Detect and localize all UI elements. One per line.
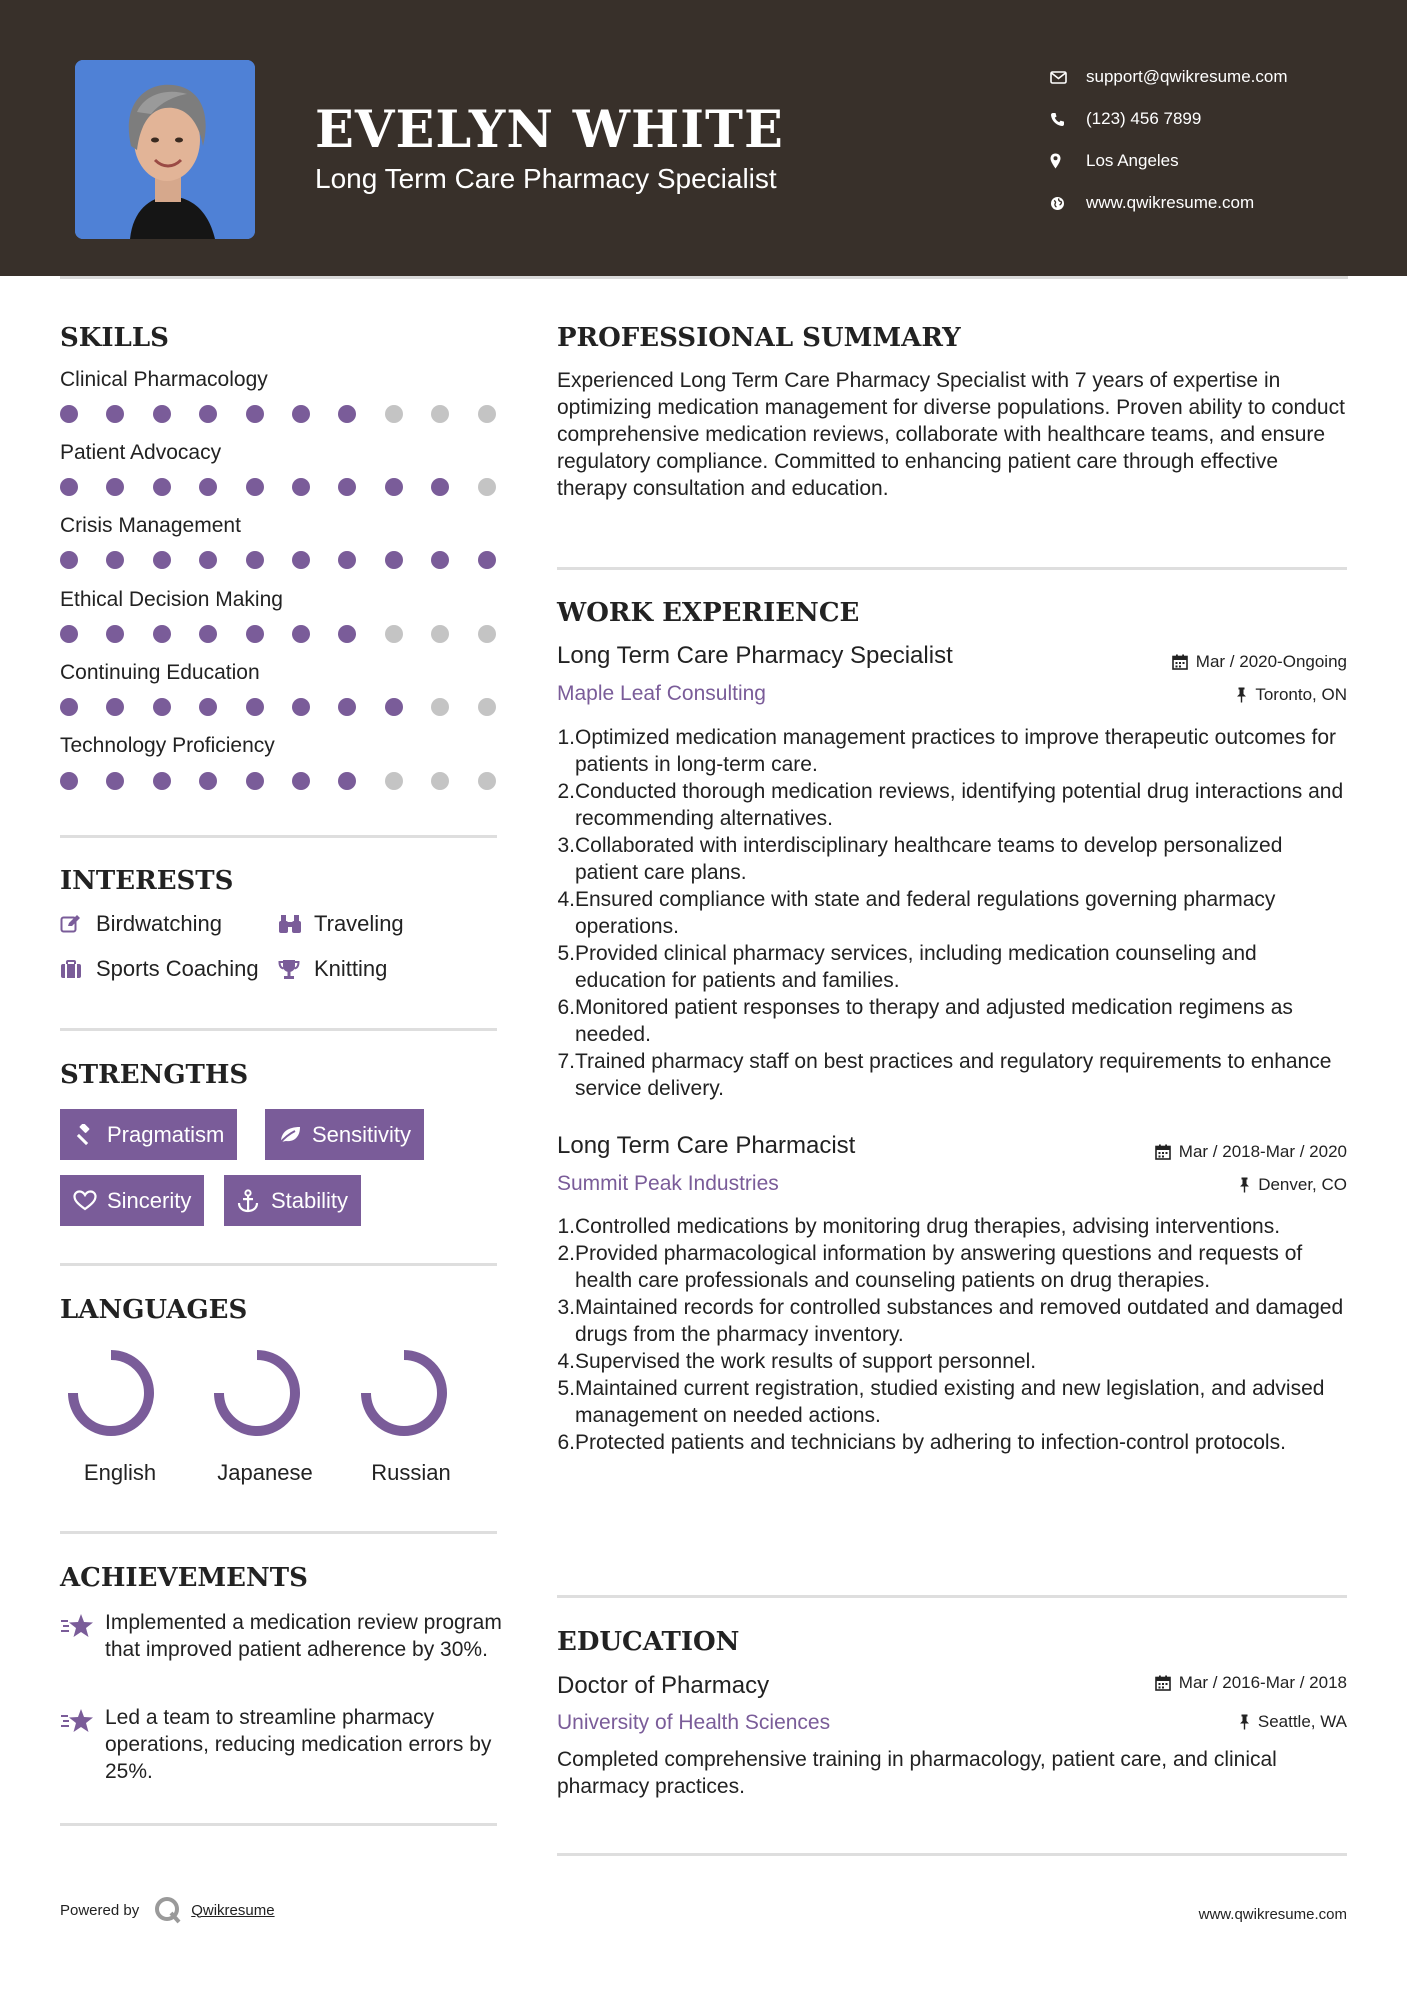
candidate-role: Long Term Care Pharmacy Specialist xyxy=(315,163,777,194)
profile-photo xyxy=(75,60,255,239)
skill-dot-filled xyxy=(106,625,124,643)
star-icon xyxy=(60,1708,94,1739)
interest-label: Traveling xyxy=(314,911,404,936)
job-title: Long Term Care Pharmacy Specialist xyxy=(557,642,953,669)
interest-label: Birdwatching xyxy=(96,911,222,936)
skill-dot-filled xyxy=(60,698,78,716)
job-location xyxy=(1239,1175,1347,1195)
education-location-text: Seattle, WA xyxy=(1257,1712,1347,1731)
skill-name: Clinical Pharmacology xyxy=(60,368,268,391)
language-gauge-arc xyxy=(366,1355,442,1431)
skill-dot-filled xyxy=(199,478,217,496)
skill-dot-filled xyxy=(246,551,264,569)
contact-website[interactable] xyxy=(1050,182,1288,224)
achievements-title: ACHIEVEMENTS xyxy=(60,1563,308,1593)
job-bullet: 5. Provided clinical pharmacy services, including medication counseling and education for patients and families. xyxy=(557,942,1257,992)
resume-header xyxy=(0,0,1407,276)
skill-dot-filled xyxy=(292,405,310,423)
skill-dot-filled xyxy=(385,698,403,716)
languages-title: LANGUAGES xyxy=(60,1295,248,1325)
skill-dot-empty xyxy=(385,405,403,423)
contact-phone[interactable] xyxy=(1050,98,1288,140)
skill-dot-filled xyxy=(153,698,171,716)
footer-powered-by xyxy=(60,1895,275,1925)
skill-dot-filled xyxy=(292,551,310,569)
skill-dot-filled xyxy=(153,551,171,569)
anchor-icon xyxy=(237,1189,271,1213)
skill-name: Continuing Education xyxy=(60,661,260,684)
skill-name: Crisis Management xyxy=(60,514,241,537)
school-name: University of Health Sciences xyxy=(557,1711,831,1734)
skill-dot-filled xyxy=(106,772,124,790)
skill-dot-filled xyxy=(385,478,403,496)
summary-text: Experienced Long Term Care Pharmacy Specialist with 7 years of expertise in optimizing medication management for diverse populations. Proven ability to conduct comprehensive medication reviews, collaborate with healthcare teams, and ensure regulatory compliance. Committed to enhancing patient care through effective therapy consultation and education. xyxy=(557,369,1345,500)
strength-tag xyxy=(265,1109,424,1160)
achievement-item xyxy=(60,1609,500,1693)
achievement-text: Implemented a medication review program that improved patient adherence by 30%. xyxy=(105,1611,502,1661)
skill-dot-empty xyxy=(478,772,496,790)
header-divider xyxy=(60,276,1348,279)
job-bullet: 5. Maintained current registration, studied existing and new legislation, and advised management on needed actions. xyxy=(557,1377,1325,1427)
skill-dot-filled xyxy=(60,772,78,790)
language-name: English xyxy=(83,1460,157,1485)
globe-icon xyxy=(1050,196,1086,211)
job-bullet: 6. Monitored patient responses to therapy and adjusted medication regimens as needed. xyxy=(557,996,1293,1046)
skill-dot-filled xyxy=(246,772,264,790)
skill-dot-empty xyxy=(478,698,496,716)
interest-label: Sports Coaching xyxy=(96,956,259,981)
interests-title: INTERESTS xyxy=(60,866,234,896)
education-dates xyxy=(1155,1673,1347,1693)
skill-dot-filled xyxy=(153,772,171,790)
skill-dot-filled xyxy=(292,772,310,790)
language-gauge xyxy=(66,1348,156,1438)
calendar-icon xyxy=(1172,654,1188,670)
section-divider xyxy=(60,1263,497,1266)
strength-label: Sincerity xyxy=(107,1187,192,1213)
skill-dot-empty xyxy=(385,625,403,643)
skill-dot-filled xyxy=(60,478,78,496)
suitcase-icon xyxy=(60,960,96,979)
education-description: Completed comprehensive training in pharmacology, patient care, and clinical pharmacy practices. xyxy=(557,1748,1277,1798)
contact-phone-text: (123) 456 7899 xyxy=(1086,109,1202,128)
skill-dot-empty xyxy=(431,625,449,643)
footer-url[interactable]: www.qwikresume.com xyxy=(1198,1906,1347,1923)
section-divider xyxy=(60,1823,497,1826)
skill-dot-filled xyxy=(246,698,264,716)
interest-item xyxy=(60,956,259,982)
degree-title: Doctor of Pharmacy xyxy=(557,1672,770,1699)
section-divider xyxy=(60,1531,497,1534)
qwikresume-logo-icon xyxy=(153,1895,183,1925)
phone-icon xyxy=(1050,112,1086,127)
skill-dot-filled xyxy=(106,698,124,716)
pushpin-icon xyxy=(1239,1177,1250,1193)
strength-tag xyxy=(224,1175,361,1226)
job-bullet: 4. Ensured compliance with state and federal regulations governing pharmacy operations. xyxy=(557,888,1276,938)
candidate-name: EVELYN WHITE xyxy=(315,100,784,160)
qwikresume-link[interactable]: Qwikresume xyxy=(191,1901,275,1919)
strength-tag xyxy=(60,1109,237,1160)
achievement-text: Led a team to streamline pharmacy operations, reducing medication errors by 25%. xyxy=(105,1706,492,1783)
section-divider xyxy=(557,1595,1347,1598)
interest-item xyxy=(60,911,222,937)
job-location-text: Denver, CO xyxy=(1258,1175,1347,1194)
skill-dot-filled xyxy=(246,625,264,643)
skill-dot-empty xyxy=(431,772,449,790)
experience-title: WORK EXPERIENCE xyxy=(557,598,860,628)
skill-dot-filled xyxy=(431,478,449,496)
edit-icon xyxy=(60,914,96,934)
skill-dot-filled xyxy=(338,625,356,643)
contact-location xyxy=(1050,140,1288,182)
leaf-icon xyxy=(278,1125,312,1145)
language-gauge-arc xyxy=(73,1355,149,1431)
skill-dot-empty xyxy=(478,405,496,423)
skill-dot-empty xyxy=(385,772,403,790)
education-location xyxy=(1239,1712,1347,1732)
trophy-icon xyxy=(278,959,314,980)
education-title: EDUCATION xyxy=(557,1627,740,1657)
skill-dot-filled xyxy=(199,625,217,643)
skill-dot-filled xyxy=(478,551,496,569)
contact-email-text: support@qwikresume.com xyxy=(1086,67,1288,86)
language-gauge xyxy=(359,1348,449,1438)
skill-rating xyxy=(60,698,500,718)
job-dates xyxy=(1172,652,1347,672)
strength-label: Stability xyxy=(271,1187,349,1213)
job-dates xyxy=(1155,1142,1347,1162)
skill-name: Technology Proficiency xyxy=(60,734,275,757)
job-bullet: 3. Collaborated with interdisciplinary healthcare teams to develop personalized patient care plans. xyxy=(557,834,1283,884)
pushpin-icon xyxy=(1239,1714,1250,1730)
skill-dot-filled xyxy=(153,405,171,423)
interest-item xyxy=(278,911,404,937)
job-location xyxy=(1236,685,1347,705)
job-bullet: 1. Optimized medication management practices to improve therapeutic outcomes for patients in long-term care. xyxy=(557,726,1337,776)
skill-dot-filled xyxy=(199,698,217,716)
envelope-icon xyxy=(1050,71,1086,84)
job-bullet: 6. Protected patients and technicians by adhering to infection-control protocols. xyxy=(557,1431,1286,1454)
contact-website-text: www.qwikresume.com xyxy=(1086,193,1255,212)
skill-dot-filled xyxy=(153,478,171,496)
skill-dot-filled xyxy=(338,478,356,496)
skill-dot-filled xyxy=(292,478,310,496)
skill-rating xyxy=(60,478,500,498)
skill-dot-filled xyxy=(60,551,78,569)
skill-dot-filled xyxy=(338,772,356,790)
strength-tag xyxy=(60,1175,204,1226)
job-bullet: 2. Conducted thorough medication reviews, identifying potential drug interactions and recommending alternatives. xyxy=(557,780,1344,830)
skill-dot-filled xyxy=(60,405,78,423)
skill-dot-filled xyxy=(338,698,356,716)
job-bullet: 4. Supervised the work results of support personnel. xyxy=(557,1350,1037,1373)
skill-dot-empty xyxy=(431,405,449,423)
pushpin-icon xyxy=(1236,687,1247,703)
skill-dot-filled xyxy=(385,551,403,569)
company-name: Summit Peak Industries xyxy=(557,1172,779,1195)
skill-dot-empty xyxy=(478,478,496,496)
star-icon xyxy=(60,1613,94,1644)
skill-rating xyxy=(60,772,500,792)
skill-dot-filled xyxy=(199,551,217,569)
job-title: Long Term Care Pharmacist xyxy=(557,1132,856,1159)
skill-dot-filled xyxy=(60,625,78,643)
section-divider xyxy=(60,835,497,838)
strength-label: Pragmatism xyxy=(107,1121,225,1147)
heart-icon xyxy=(73,1190,107,1211)
language-name: Japanese xyxy=(217,1460,313,1485)
skill-dot-filled xyxy=(153,625,171,643)
skill-dot-filled xyxy=(431,551,449,569)
interest-item xyxy=(278,956,387,982)
skill-dot-filled xyxy=(106,551,124,569)
skill-rating xyxy=(60,405,500,425)
section-divider xyxy=(557,567,1347,570)
powered-by-text: Powered by xyxy=(60,1901,140,1919)
job-bullet: 1. Controlled medications by monitoring drug therapies, advising interventions. xyxy=(557,1215,1281,1238)
map-pin-icon xyxy=(1050,153,1086,169)
contact-email[interactable] xyxy=(1050,56,1288,98)
skill-dot-filled xyxy=(199,772,217,790)
section-divider xyxy=(60,1028,497,1031)
strength-label: Sensitivity xyxy=(312,1121,412,1147)
skill-dot-filled xyxy=(106,405,124,423)
strengths-title: STRENGTHS xyxy=(60,1060,249,1090)
language-name: Russian xyxy=(371,1460,451,1485)
job-bullet: 7. Trained pharmacy staff on best practices and regulatory requirements to enhance service delivery. xyxy=(557,1050,1332,1100)
company-name: Maple Leaf Consulting xyxy=(557,682,766,705)
binoculars-icon xyxy=(278,914,314,934)
contact-location-text: Los Angeles xyxy=(1086,151,1179,170)
language-gauge xyxy=(212,1348,302,1438)
skill-dot-filled xyxy=(338,551,356,569)
skill-rating xyxy=(60,551,500,571)
job-bullets xyxy=(557,1213,1347,1456)
skill-dot-filled xyxy=(246,478,264,496)
job-location-text: Toronto, ON xyxy=(1255,685,1347,704)
job-bullet: 3. Maintained records for controlled substances and removed outdated and damaged drugs from the pharmacy inventory. xyxy=(557,1296,1344,1346)
language-gauge-arc xyxy=(219,1355,295,1431)
section-divider xyxy=(557,1853,1347,1856)
gavel-icon xyxy=(73,1124,107,1146)
skill-dot-filled xyxy=(338,405,356,423)
skill-name: Ethical Decision Making xyxy=(60,588,283,611)
achievement-item xyxy=(60,1704,500,1788)
skill-dot-filled xyxy=(199,405,217,423)
skill-dot-filled xyxy=(246,405,264,423)
skill-dot-empty xyxy=(478,625,496,643)
contact-list xyxy=(1050,56,1288,224)
skill-dot-empty xyxy=(431,698,449,716)
skill-name: Patient Advocacy xyxy=(60,441,222,464)
job-bullet: 2. Provided pharmacological information by answering questions and requests of health care professionals and counseling patients on drug therapies. xyxy=(557,1242,1303,1292)
skills-title: SKILLS xyxy=(60,323,169,353)
calendar-icon xyxy=(1155,1675,1171,1691)
summary-title: PROFESSIONAL SUMMARY xyxy=(557,323,961,353)
job-dates-text: Mar / 2018-Mar / 2020 xyxy=(1178,1142,1347,1161)
job-bullets xyxy=(557,724,1347,1102)
job-dates-text: Mar / 2020-Ongoing xyxy=(1195,652,1347,671)
skill-rating xyxy=(60,625,500,645)
calendar-icon xyxy=(1155,1144,1171,1160)
skill-dot-filled xyxy=(292,625,310,643)
education-dates-text: Mar / 2016-Mar / 2018 xyxy=(1178,1673,1347,1692)
interest-label: Knitting xyxy=(314,956,388,981)
skill-dot-filled xyxy=(292,698,310,716)
skill-dot-filled xyxy=(106,478,124,496)
